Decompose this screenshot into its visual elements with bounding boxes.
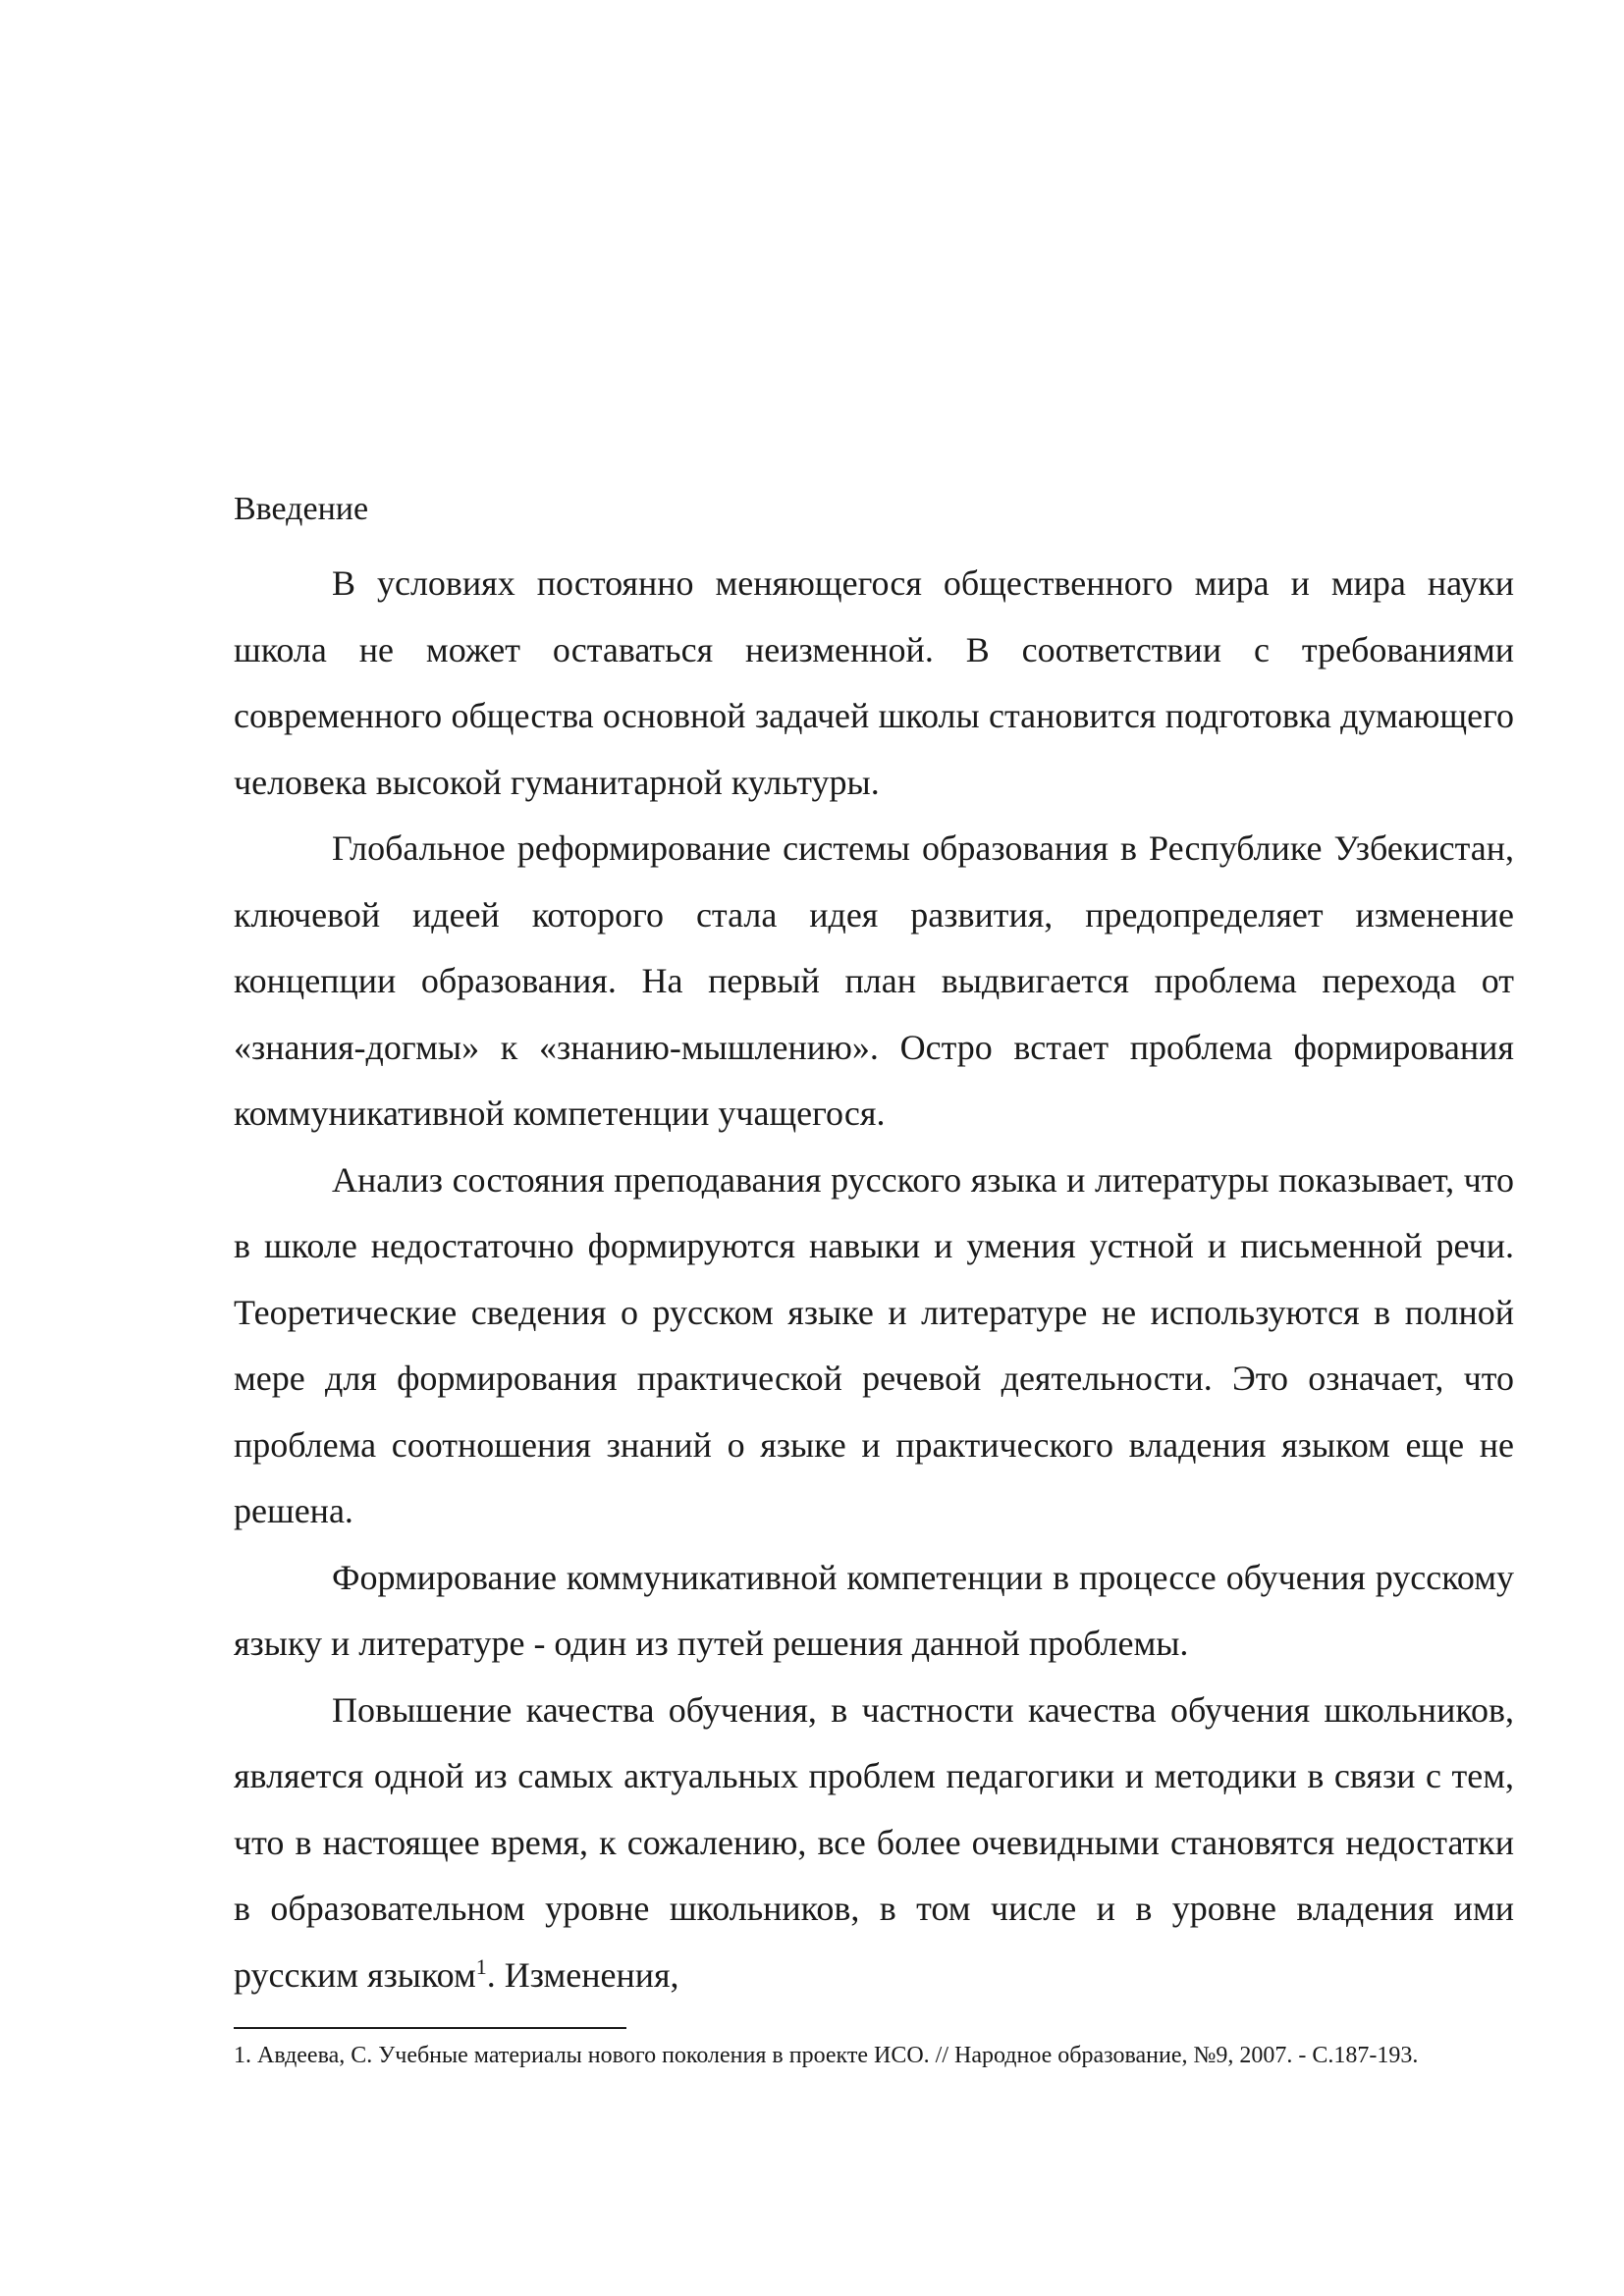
paragraph-2: Глобальное реформирование системы образования в Республике Узбекистан, ключевой идеей которого стала идея развития, предопределяет изменение концепции образования. На первый план выдвигается проблема перехода от «знания-догмы» к «знанию-мышлению». Остро встает проблема формирования коммуникативной компетенции учащегося.: [234, 828, 1514, 1133]
footnote-divider: [234, 2027, 626, 2029]
footnote-reference: 1: [475, 1953, 487, 1979]
footnote-text: 1. Авдеева, С. Учебные материалы нового поколения в проекте ИСО. // Народное образование, №9, 2007. - С.187-193.: [234, 2043, 1419, 2068]
paragraph-5: [234, 1678, 1514, 2009]
paragraph-5-tail: . Изменения,: [486, 1954, 679, 1995]
body-text: [234, 551, 1514, 2008]
paragraph-3: Анализ состояния преподавания русского языка и литературы показывает, что в школе недостаточно формируются навыки и умения устной и письменной речи. Теоретические сведения о русском языке и литературе не используются в полной мере для формирования практической речевой деятельности. Это означает, что проблема соотношения знаний о языке и практического владения языком еще не решена.: [234, 1159, 1514, 1530]
paragraph-1: В условиях постоянно меняющегося общественного мира и мира науки школа не может оставаться неизменной. В соответствии с требованиями современного общества основной задачей школы становится подготовка думающего человека высокой гуманитарной культуры.: [234, 563, 1514, 802]
paragraph-4: Формирование коммуникативной компетенции в процессе обучения русскому языку и литературе - один из путей решения данной проблемы.: [234, 1557, 1514, 1663]
section-heading: Введение: [234, 491, 369, 527]
paragraph-5-text: Повышение качества обучения, в частности качества обучения школьников, является одной из самых актуальных проблем педагогики и методики в связи с тем, что в настоящее время, к сожалению, все более очевидными становятся недостатки в образовательном уровне школьников, в том числе и в уровне владения ими русским языком: [234, 1689, 1514, 1995]
